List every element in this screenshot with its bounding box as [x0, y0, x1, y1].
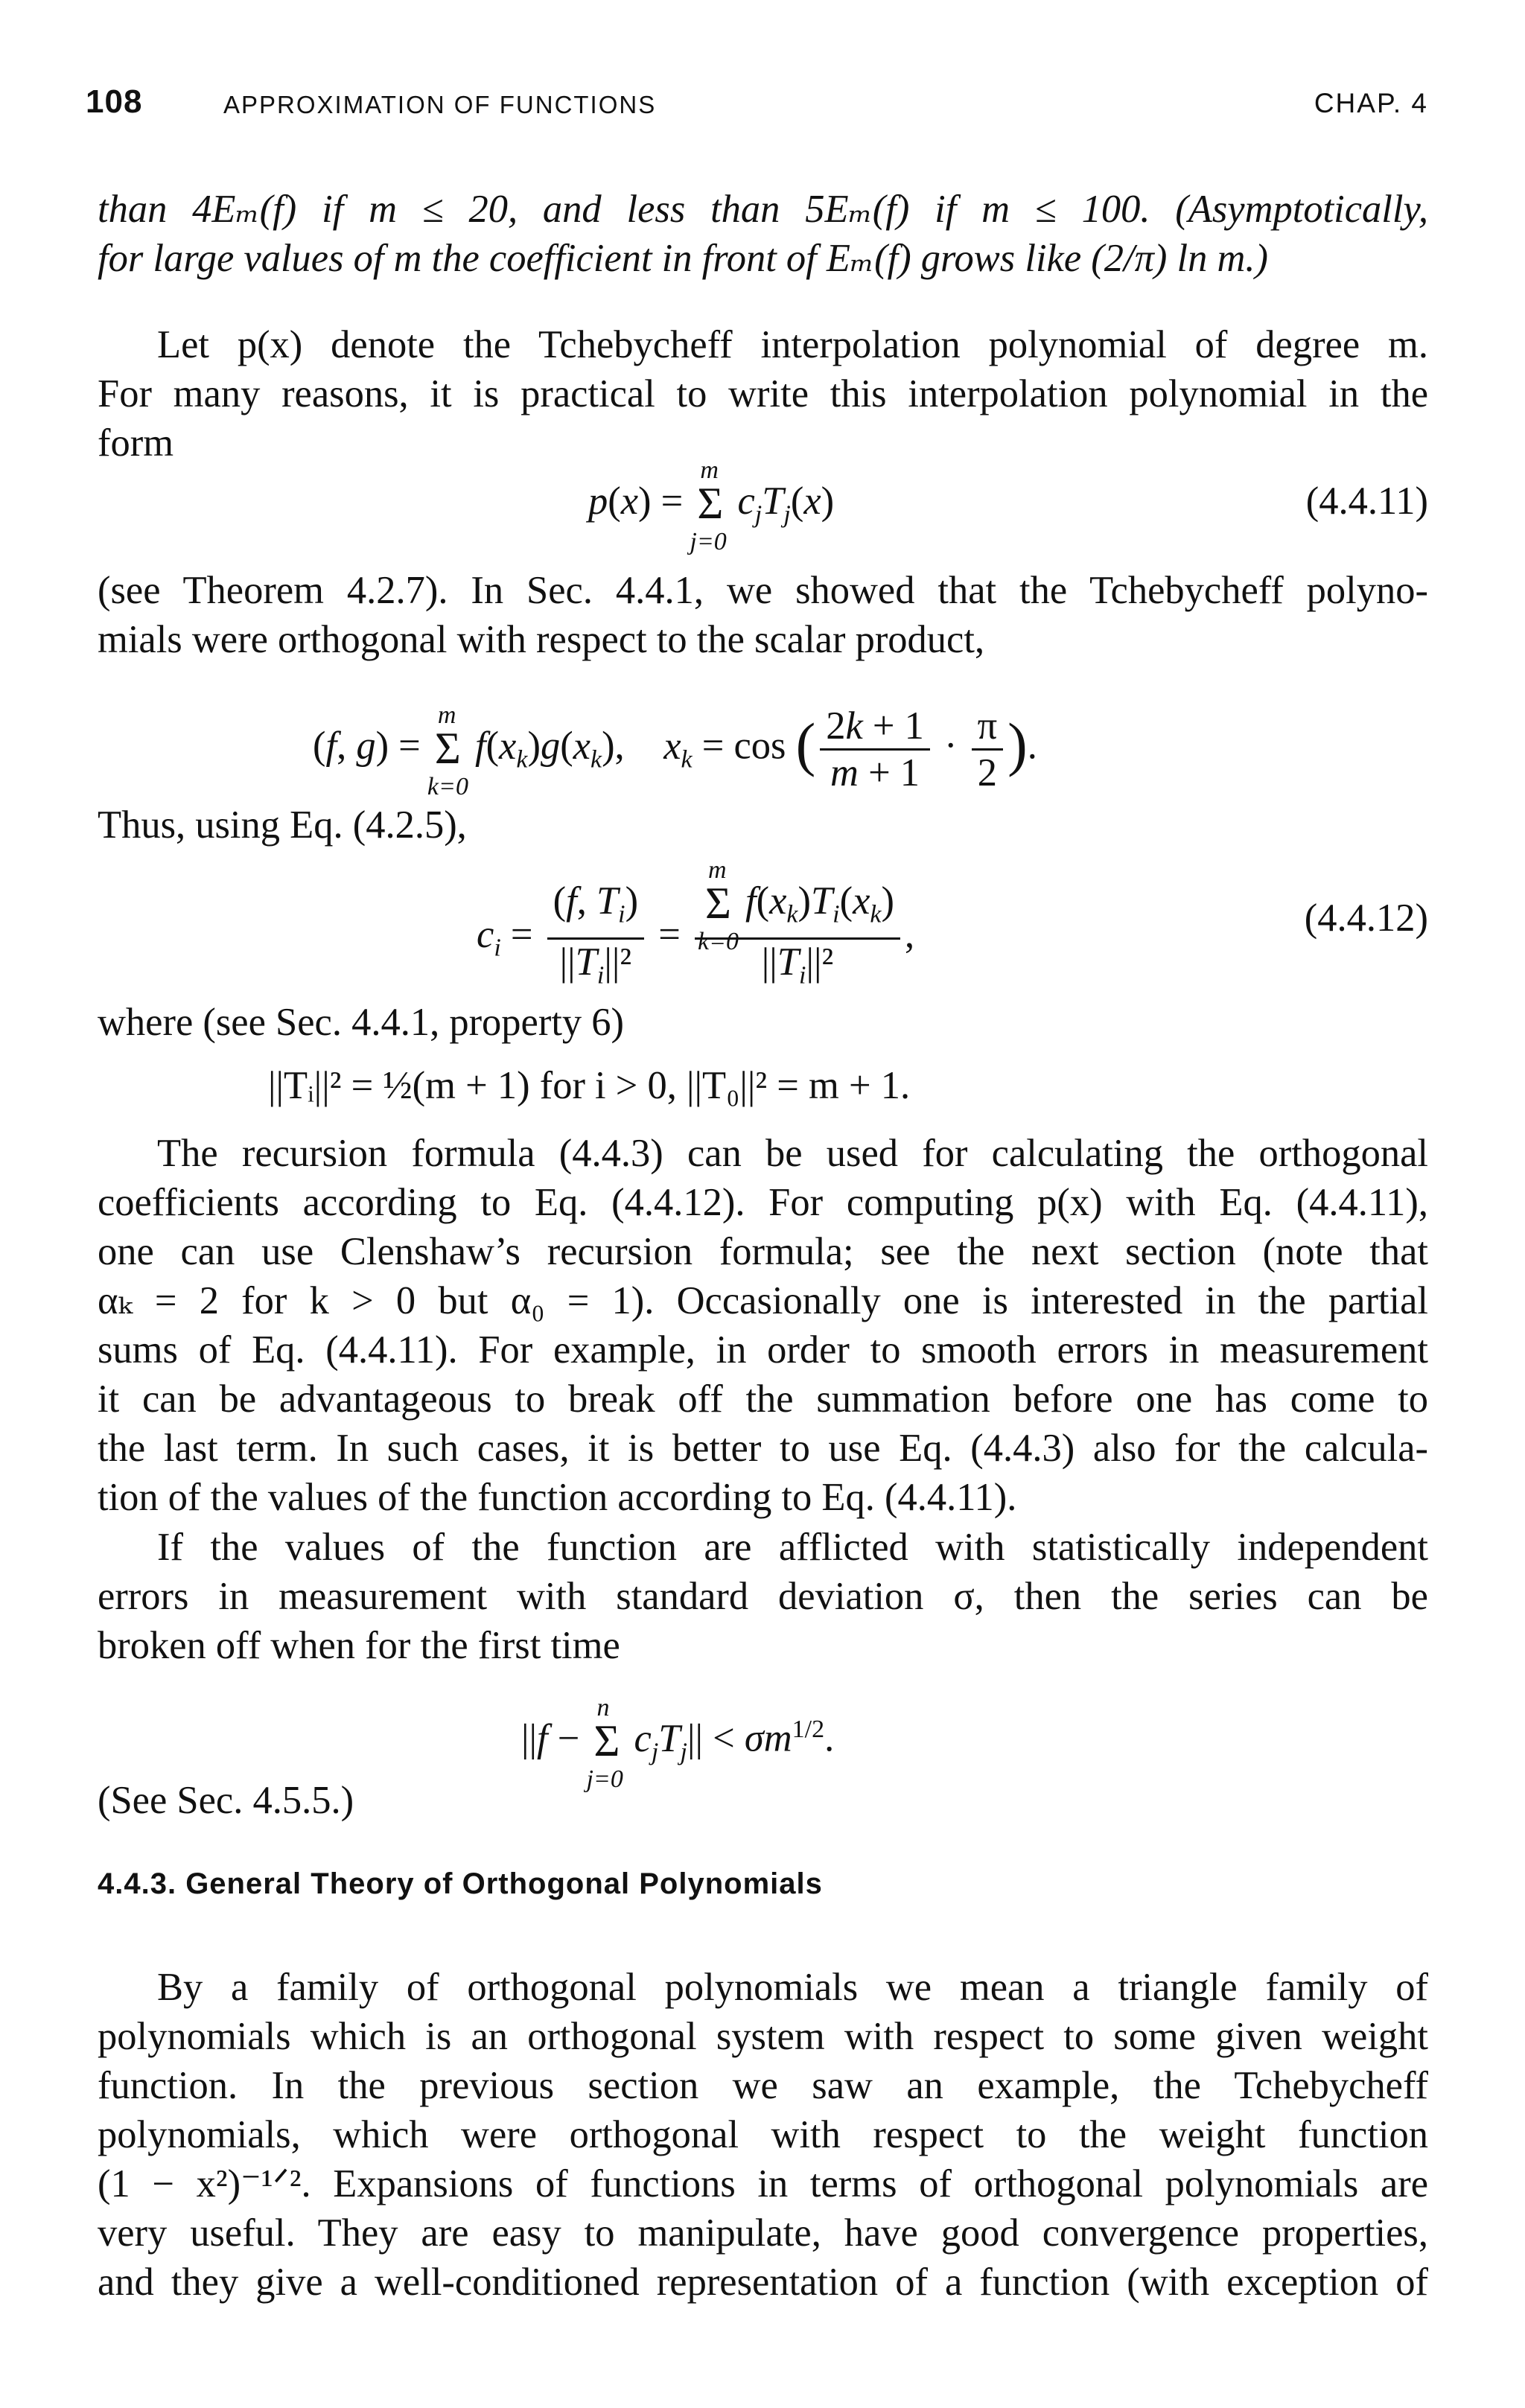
text-line: form: [98, 421, 174, 465]
text-line: The recursion formula (4.4.3) can be used for calculating the orthogonal: [157, 1132, 1428, 1175]
text-line: errors in measurement with standard deviation σ, then the series can be: [98, 1575, 1428, 1618]
text-line: where (see Sec. 4.4.1, property 6): [98, 1001, 625, 1044]
text-line: mials were orthogonal with respect to the scalar product,: [98, 618, 985, 661]
text-line: By a family of orthogonal polynomials we mean a triangle family of: [157, 1966, 1428, 2009]
chapter-label: CHAP. 4: [1314, 88, 1428, 118]
text-line: for large values of m the coefficient in front of Eₘ(f) grows like (2/π) ln m.): [98, 237, 1268, 280]
text-line: If the values of the function are afflicted with statistically independent: [157, 1526, 1428, 1569]
text-line: sums of Eq. (4.4.11). For example, in order to smooth errors in measurement: [98, 1328, 1428, 1372]
equation-scalar-product: (f, g) = Σ m k=0 $f(x_k)g(x_k)$, $x_k = \cos$ ( $\frac{2k + 1}{m + 1}$ · $\frac{\pi}{2}$ ).: [313, 701, 1037, 800]
paragraph-orthogonal-polynomials: [98, 1963, 1428, 2307]
equation-4-4-12: $c_i$ = $\frac{(f, T_i)}{||T_i||^2}$ = Σ m k=0 $f(x_k)T_i(x_k)$ $||T_i||^2$ ,: [477, 856, 915, 989]
paragraph-errors: [98, 1523, 1428, 1670]
text-line: polynomials which is an orthogonal system with respect to some given weight: [98, 2015, 1428, 2058]
where-line: [98, 998, 1428, 1047]
paragraph-interpolation: [98, 320, 1428, 468]
text-line: Thus, using Eq. (4.2.5),: [98, 803, 467, 847]
running-title: APPROXIMATION OF FUNCTIONS: [223, 91, 657, 118]
thus-line: [98, 800, 1428, 850]
running-header: [86, 83, 1428, 125]
text-line: function. In the previous section we saw an example, the Tchebycheff: [98, 2064, 1428, 2107]
equation-label: (4.4.11): [1305, 480, 1428, 523]
text-line: one can use Clenshaw’s recursion formula; see the next section (note that: [98, 1230, 1428, 1273]
text-line: (See Sec. 4.5.5.): [98, 1779, 354, 1822]
text-line: Let p(x) denote the Tchebycheff interpolation polynomial of degree m.: [157, 323, 1428, 366]
text-line: αₖ = 2 for k > 0 but α₀ = 1). Occasionally one is interested in the partial: [98, 1279, 1428, 1322]
text-line: For many reasons, it is practical to write this interpolation polynomial in the: [98, 372, 1428, 415]
equation-label: (4.4.12): [1304, 896, 1428, 940]
page-number: 108: [86, 83, 143, 120]
text-line: the last term. In such cases, it is better to use Eq. (4.4.3) also for the calcula-: [98, 1427, 1428, 1470]
paragraph-orthogonality: [98, 566, 1428, 664]
intro-paragraph: [98, 185, 1428, 283]
text-line: polynomials, which were orthogonal with respect to the weight function: [98, 2113, 1428, 2156]
text-line: coefficients according to Eq. (4.4.12). For computing p(x) with Eq. (4.4.11),: [98, 1181, 1428, 1224]
see-section-line: [98, 1776, 1428, 1825]
paragraph-recursion: [98, 1129, 1428, 1522]
text-line: very useful. They are easy to manipulate, have good convergence properties,: [98, 2211, 1428, 2255]
text-line: (see Theorem 4.2.7). In Sec. 4.4.1, we showed that the Tchebycheff polyno-: [98, 569, 1428, 612]
text-line: tion of the values of the function according to Eq. (4.4.11).: [98, 1476, 1017, 1519]
equation-stop-criterion: ||f − Σ n j=0 $c_jT_j|| < \sigma m^{1/2}$.: [521, 1693, 835, 1793]
section-heading: 4.4.3. General Theory of Orthogonal Polynomials: [98, 1867, 823, 1900]
text-line: than 4Eₘ(f) if m ≤ 20, and less than 5Eₘ(f) if m ≤ 100. (Asymptotically,: [98, 188, 1428, 231]
text-line: and they give a well-conditioned representation of a function (with exception of: [98, 2261, 1428, 2304]
equation-4-4-11: p(x) = Σ m j=0 $c_jT_j(x)$: [588, 456, 835, 555]
equation-norms: ||Tᵢ||² = ½(m + 1) for i > 0, ||T₀||² = m + 1.: [268, 1064, 911, 1107]
text-line: (1 − x²)⁻¹ᐟ². Expansions of functions in terms of orthogonal polynomials are: [98, 2162, 1428, 2205]
text-line: it can be advantageous to break off the summation before one has come to: [98, 1377, 1428, 1421]
text-line: broken off when for the first time: [98, 1624, 620, 1667]
